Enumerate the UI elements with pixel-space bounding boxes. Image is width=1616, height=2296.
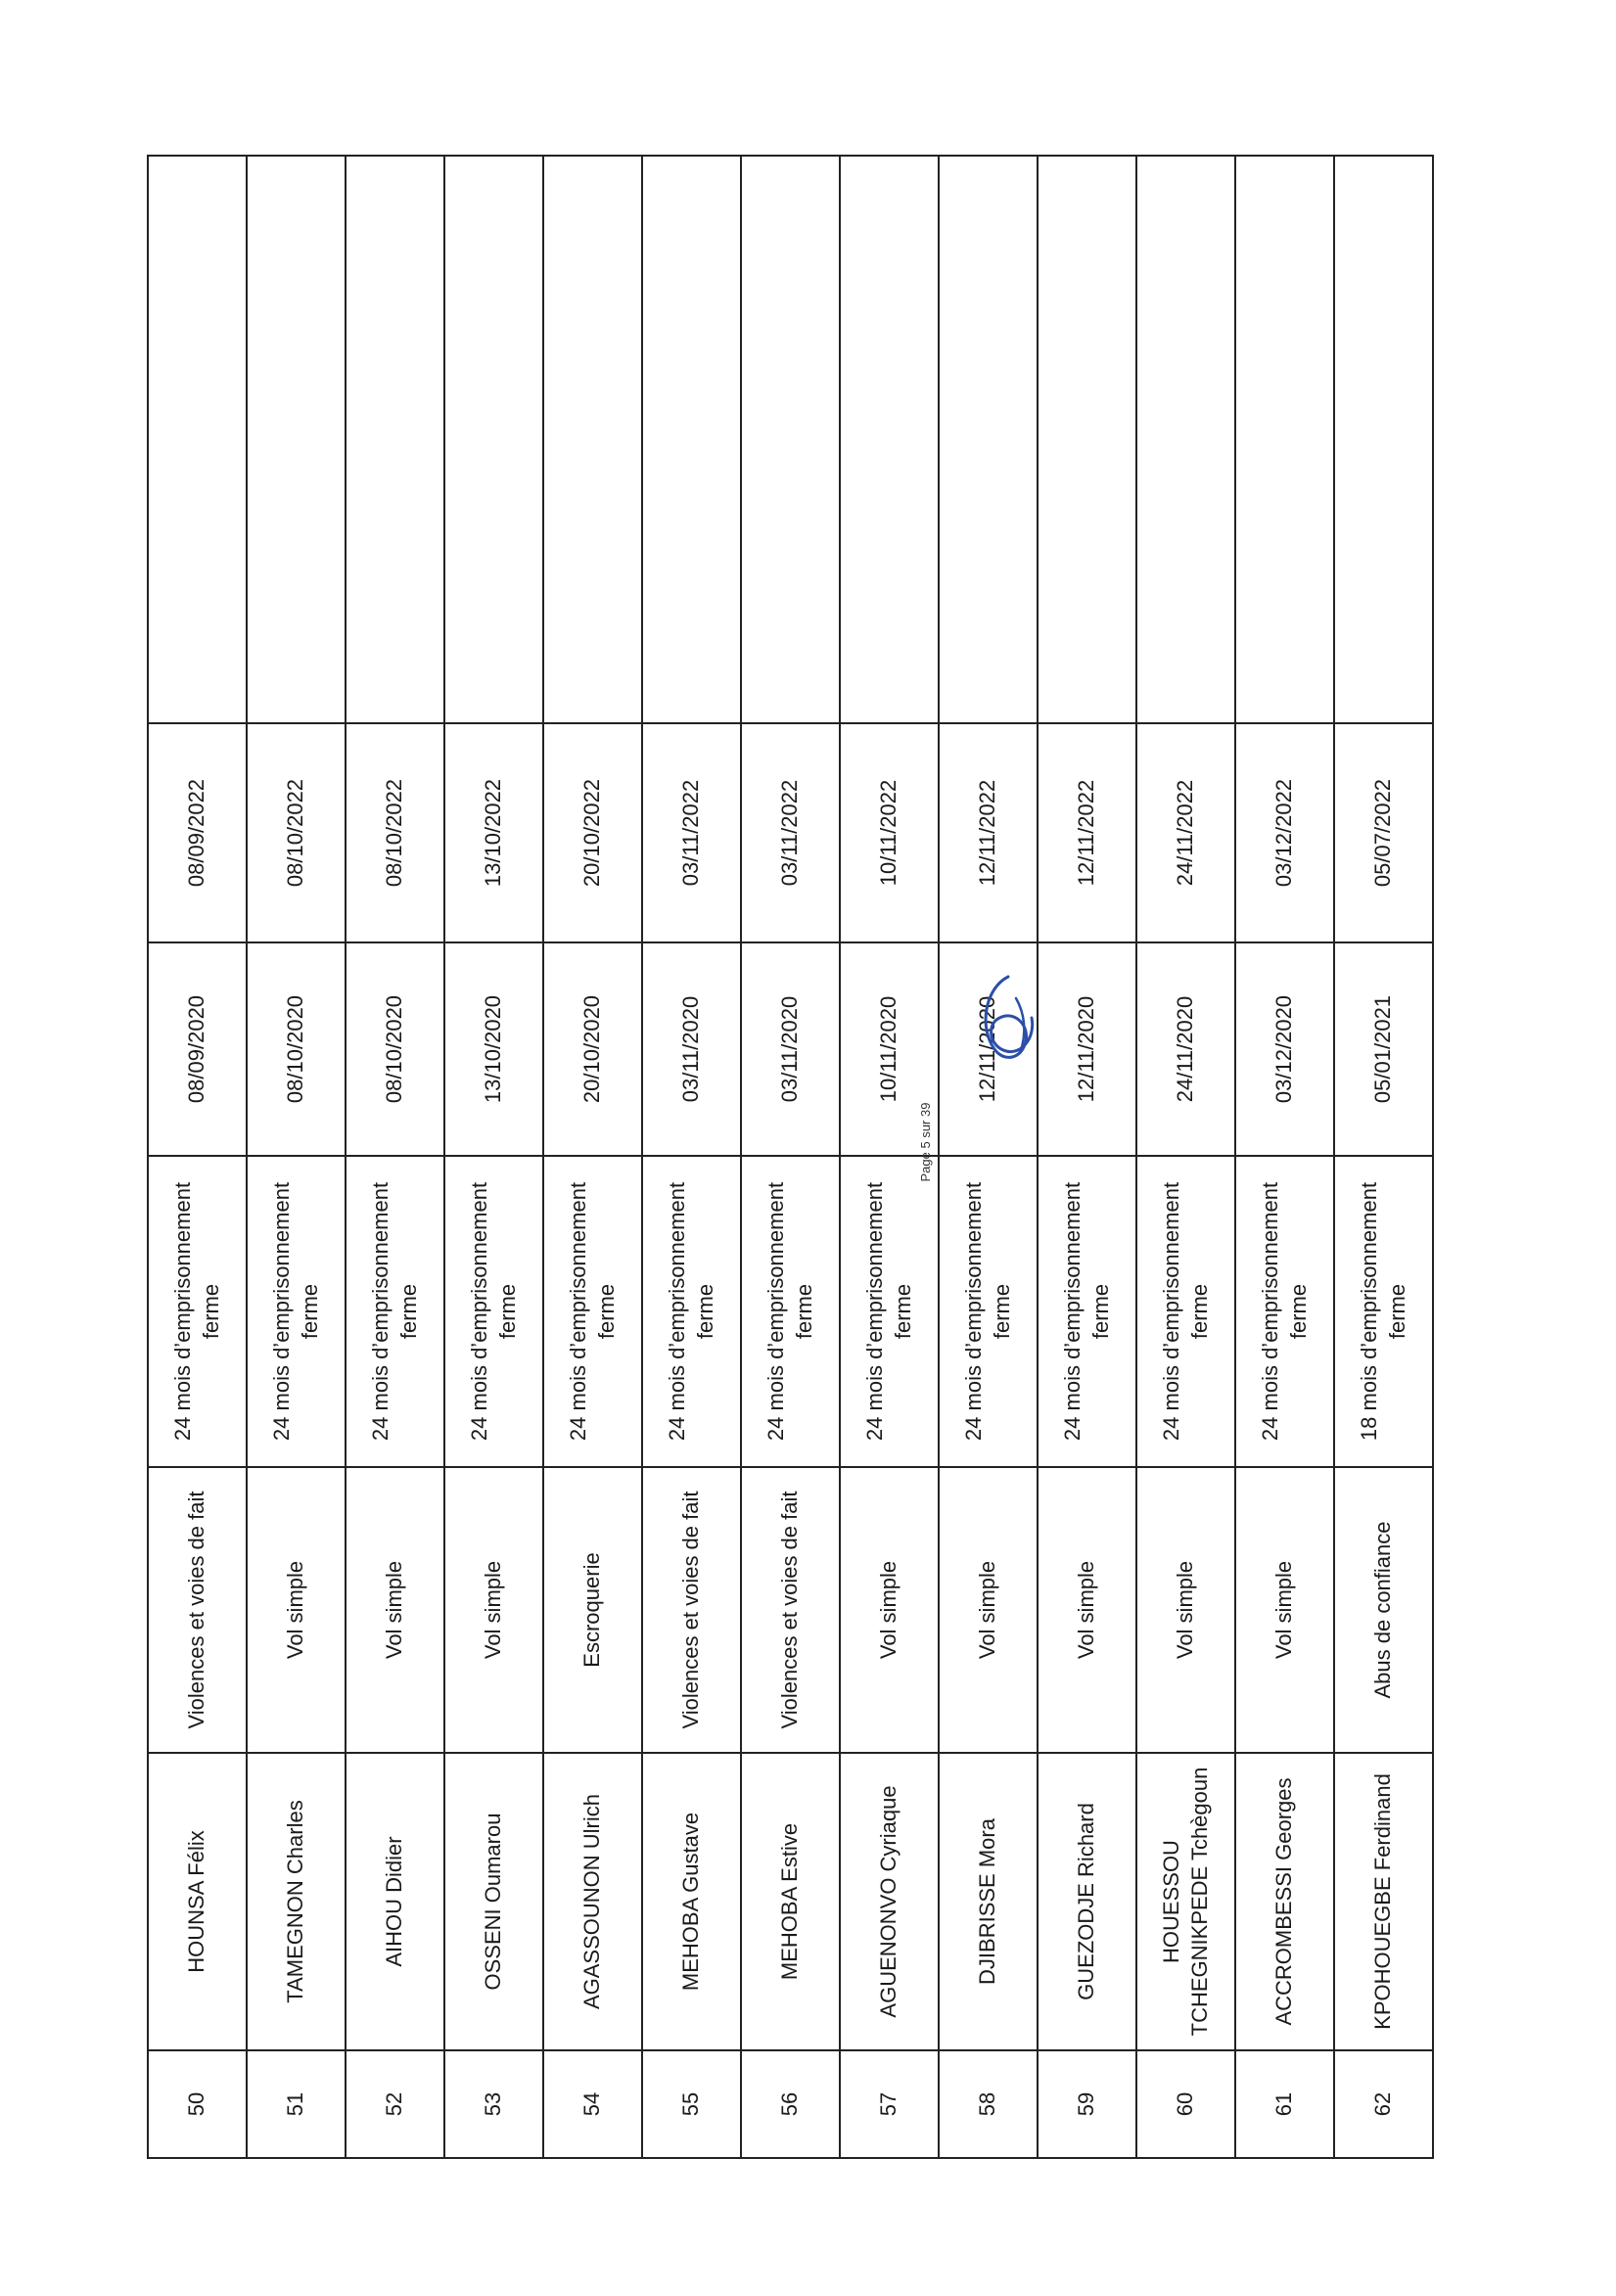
row-number-cell: 51 [247,2050,346,2158]
row-number-cell: 59 [1038,2050,1136,2158]
start-date-cell: 24/11/2020 [1136,942,1235,1156]
detainee-name-cell: HOUESSOU TCHEGNIKPEDE Tchègoun [1136,1753,1235,2050]
observation-cell [741,156,840,723]
sentence-cell: 24 mois d’emprisonnement ferme [148,1156,247,1467]
sentence-cell: 24 mois d’emprisonnement ferme [840,1156,939,1467]
row-number-cell: 60 [1136,2050,1235,2158]
offense-cell: Violences et voies de fait [642,1467,741,1753]
observation-cell [939,156,1038,723]
row-number-cell: 56 [741,2050,840,2158]
observation-cell [1334,156,1433,723]
page-number: Page 5 sur 39 [918,1102,933,1182]
sentence-cell: 24 mois d’emprisonnement ferme [939,1156,1038,1467]
offense-cell: Abus de confiance [1334,1467,1433,1753]
observation-cell [543,156,642,723]
start-date-cell: 08/09/2020 [148,942,247,1156]
row-number-cell: 57 [840,2050,939,2158]
detainee-name-cell: MEHOBA Gustave [642,1753,741,2050]
row-number-cell: 58 [939,2050,1038,2158]
start-date-cell: 03/11/2020 [642,942,741,1156]
observation-cell [1235,156,1334,723]
start-date-cell: 20/10/2020 [543,942,642,1156]
sentence-cell: 24 mois d’emprisonnement ferme [1038,1156,1136,1467]
row-number-cell: 50 [148,2050,247,2158]
detainee-name-cell: DJIBRISSE Mora [939,1753,1038,2050]
detainee-name-cell: HOUNSA Félix [148,1753,247,2050]
end-date-cell: 10/11/2022 [840,723,939,942]
observation-cell [346,156,444,723]
end-date-cell: 12/11/2022 [1038,723,1136,942]
table-row [1136,156,1235,2158]
table-row [642,156,741,2158]
sentence-cell: 24 mois d’emprisonnement ferme [741,1156,840,1467]
end-date-cell: 24/11/2022 [1136,723,1235,942]
observation-cell [840,156,939,723]
row-number-cell: 62 [1334,2050,1433,2158]
observation-cell [444,156,543,723]
row-number-cell: 61 [1235,2050,1334,2158]
start-date-cell: 08/10/2020 [247,942,346,1156]
detainee-table [147,155,1434,2159]
detainee-name-cell: AGASSOUNON Ulrich [543,1753,642,2050]
end-date-cell: 20/10/2022 [543,723,642,942]
rotated-table-container [147,157,1431,2159]
offense-cell: Vol simple [346,1467,444,1753]
table-row [247,156,346,2158]
end-date-cell: 13/10/2022 [444,723,543,942]
table-row [1038,156,1136,2158]
sentence-cell: 24 mois d’emprisonnement ferme [247,1156,346,1467]
table-row [346,156,444,2158]
end-date-cell: 05/07/2022 [1334,723,1433,942]
table-body [148,156,1433,2158]
table-row [1235,156,1334,2158]
detainee-name-cell: GUEZODJE Richard [1038,1753,1136,2050]
end-date-cell: 03/11/2022 [741,723,840,942]
sentence-cell: 24 mois d’emprisonnement ferme [346,1156,444,1467]
table-row [444,156,543,2158]
start-date-cell: 12/11/2020 [939,942,1038,1156]
offense-cell: Violences et voies de fait [741,1467,840,1753]
start-date-cell: 12/11/2020 [1038,942,1136,1156]
observation-cell [1136,156,1235,723]
sentence-cell: 24 mois d’emprisonnement ferme [642,1156,741,1467]
row-number-cell: 52 [346,2050,444,2158]
observation-cell [247,156,346,723]
detainee-name-cell: TAMEGNON Charles [247,1753,346,2050]
end-date-cell: 03/11/2022 [642,723,741,942]
offense-cell: Violences et voies de fait [148,1467,247,1753]
end-date-cell: 03/12/2022 [1235,723,1334,942]
offense-cell: Vol simple [1136,1467,1235,1753]
row-number-cell: 54 [543,2050,642,2158]
offense-cell: Vol simple [1235,1467,1334,1753]
sentence-cell: 24 mois d’emprisonnement ferme [1136,1156,1235,1467]
detainee-name-cell: AIHOU Didier [346,1753,444,2050]
detainee-name-cell: OSSENI Oumarou [444,1753,543,2050]
row-number-cell: 53 [444,2050,543,2158]
table-row [1334,156,1433,2158]
end-date-cell: 08/10/2022 [247,723,346,942]
signature-mark [967,969,1045,1077]
start-date-cell: 03/11/2020 [741,942,840,1156]
detainee-name-cell: KPOHOUEGBE Ferdinand [1334,1753,1433,2050]
end-date-cell: 12/11/2022 [939,723,1038,942]
sentence-cell: 24 mois d’emprisonnement ferme [543,1156,642,1467]
start-date-cell: 03/12/2020 [1235,942,1334,1156]
sentence-cell: 24 mois d’emprisonnement ferme [1235,1156,1334,1467]
sentence-cell: 18 mois d’emprisonnement ferme [1334,1156,1433,1467]
detainee-name-cell: MEHOBA Estive [741,1753,840,2050]
sentence-cell: 24 mois d’emprisonnement ferme [444,1156,543,1467]
table-row [148,156,247,2158]
observation-cell [1038,156,1136,723]
detainee-name-cell: AGUENONVO Cyriaque [840,1753,939,2050]
start-date-cell: 05/01/2021 [1334,942,1433,1156]
table-row [741,156,840,2158]
offense-cell: Vol simple [444,1467,543,1753]
offense-cell: Vol simple [939,1467,1038,1753]
offense-cell: Vol simple [1038,1467,1136,1753]
table-row [543,156,642,2158]
row-number-cell: 55 [642,2050,741,2158]
start-date-cell: 10/11/2020 [840,942,939,1156]
detainee-name-cell: ACCROMBESSI Georges [1235,1753,1334,2050]
table-row [939,156,1038,2158]
offense-cell: Vol simple [840,1467,939,1753]
start-date-cell: 13/10/2020 [444,942,543,1156]
end-date-cell: 08/09/2022 [148,723,247,942]
offense-cell: Escroquerie [543,1467,642,1753]
observation-cell [642,156,741,723]
start-date-cell: 08/10/2020 [346,942,444,1156]
end-date-cell: 08/10/2022 [346,723,444,942]
observation-cell [148,156,247,723]
offense-cell: Vol simple [247,1467,346,1753]
